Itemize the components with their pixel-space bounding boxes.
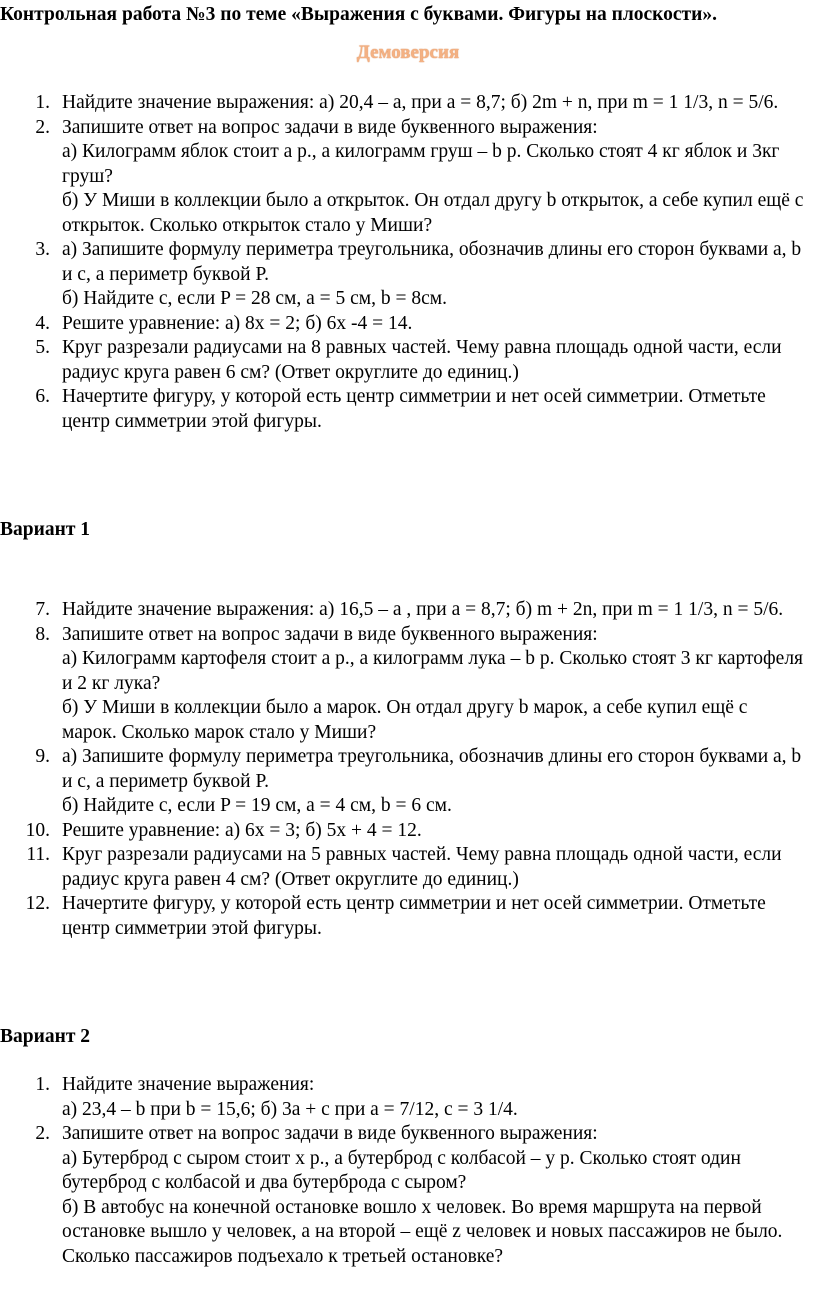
list-item: 9. а) Запишите формулу периметра треугольника, обозначив длины его сторон буквами a, b и c, а периметр буквой P. б) Найдите c, если P = 19 см, a = 4 см, b = 6 см.	[35, 746, 802, 816]
list-item: 10. Решите уравнение: а) 6x = 3; б) 5x + 4 = 12.	[25, 819, 422, 841]
list-item: 12. Начертите фигуру, у которой есть центр симметрии и нет осей симметрии. Отметьте центр симметрии этой фигуры.	[25, 893, 766, 939]
list-item: 11. Круг разрезали радиусами на 5 равных частей. Чему равна площадь одной части, если радиус круга равен 4 см? (Ответ округлите до единиц.)	[26, 844, 782, 890]
list-item: 8. Запишите ответ на вопрос задачи в виде буквенного выражения: а) Килограмм картофеля стоит a р., а килограмм лука – b р. Сколько стоят 3 кг картофеля и 2 кг лука? б) У Миши в коллекции было a марок. Он отдал другу b марок, а себе купил ещё с марок. Сколько марок стало у Миши?	[35, 623, 804, 743]
list-item: 5. Круг разрезали радиусами на 8 равных частей. Чему равна площадь одной части, если радиус круга равен 6 см? (Ответ округлите до единиц.)	[35, 337, 782, 383]
demo-label: Демоверсия	[356, 42, 460, 63]
variant-1-task-list	[0, 598, 805, 941]
list-item: 6. Начертите фигуру, у которой есть центр симметрии и нет осей симметрии. Отметьте центр симметрии этой фигуры.	[35, 386, 766, 432]
list-item: 4. Решите уравнение: а) 8x = 2; б) 6x -4 = 14.	[35, 312, 413, 334]
list-item: 1. Найдите значение выражения: а) 23,4 – b при b = 15,6; б) 3a + c при a = 7/12, c = 3 1/4.	[35, 1074, 518, 1120]
list-item: 3. а) Запишите формулу периметра треугольника, обозначив длины его сторон буквами a, b и c, а периметр буквой P. б) Найдите c, если P = 28 см, a = 5 см, b = 8см.	[35, 239, 802, 309]
list-item: 1. Найдите значение выражения: а) 20,4 – a, при a = 8,7; б) 2m + n, при m = 1 1/3, n = 5/6.	[35, 92, 779, 113]
variant-2-heading: Вариант 2	[0, 1026, 91, 1047]
variant-1-heading: Вариант 1	[0, 519, 91, 540]
page-title: Контрольная работа №3 по теме «Выражения с буквами. Фигуры на плоскости».	[0, 4, 717, 25]
list-item: 2. Запишите ответ на вопрос задачи в виде буквенного выражения: а) Бутерброд с сыром стоит x р., а бутерброд с колбасой – y р. Сколько стоят один бутерброд с колбасой и два бутерброда с сыром? б) В автобус на конечной остановке вошло x человек. Во время маршрута на первой остановке вышло y человек, а на второй – ещё z человек и новых пассажиров не было. Сколько пассажиров подъехало к третьей остановке?	[35, 1123, 783, 1267]
list-item: 2. Запишите ответ на вопрос задачи в виде буквенного выражения: а) Килограмм яблок стоит a р., а килограмм груш – b р. Сколько стоят 4 кг яблок и 3кг груш? б) У Миши в коллекции было a открыток. Он отдал другу b открыток, а себе купил ещё с открыток. Сколько открыток стало у Миши?	[35, 116, 804, 236]
list-item: 7. Найдите значение выражения: а) 16,5 – a , при a = 8,7; б) m + 2n, при m = 1 1/3, n = 5/6.	[35, 599, 784, 620]
demo-task-list	[0, 91, 805, 434]
variant-2-task-list	[0, 1073, 805, 1269]
